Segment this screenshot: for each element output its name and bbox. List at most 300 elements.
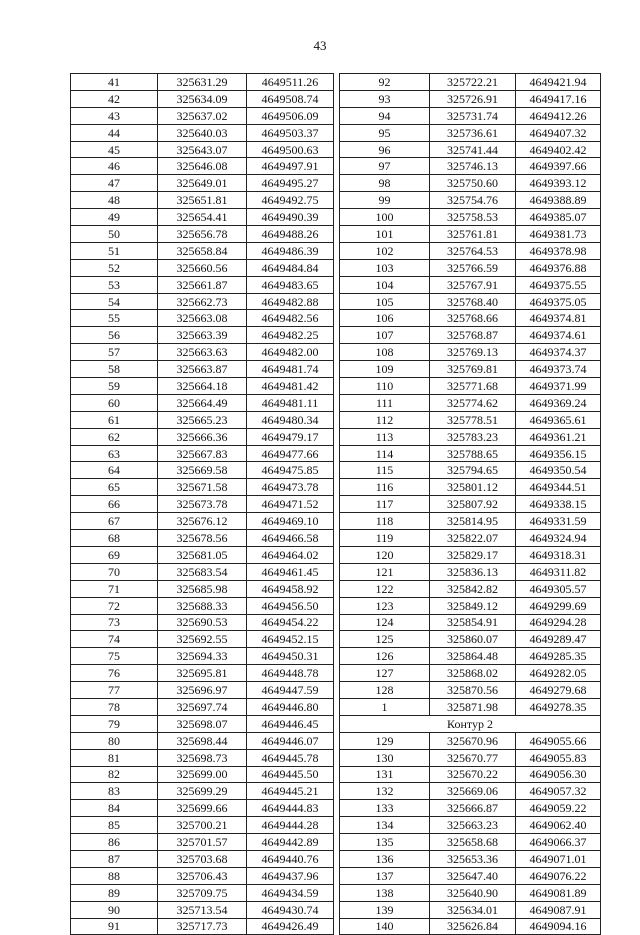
point-number-cell: 127 — [340, 665, 430, 682]
table-row — [71, 259, 334, 276]
x-coordinate-cell: 325870.56 — [430, 682, 516, 699]
y-coordinate-cell: 4649488.26 — [247, 226, 334, 243]
x-coordinate-cell: 325695.81 — [158, 665, 247, 682]
x-coordinate-cell: 325651.81 — [158, 192, 247, 209]
x-coordinate-cell: 325761.81 — [430, 226, 516, 243]
point-number-cell: 84 — [71, 800, 158, 817]
point-number-cell: 51 — [71, 242, 158, 259]
point-number-cell: 60 — [71, 394, 158, 411]
y-coordinate-cell: 4649324.94 — [516, 530, 601, 547]
point-number-cell: 83 — [71, 783, 158, 800]
table-row — [71, 293, 334, 310]
table-row — [340, 580, 601, 597]
x-coordinate-cell: 325663.39 — [158, 327, 247, 344]
x-coordinate-cell: 325822.07 — [430, 530, 516, 547]
point-number-cell: 138 — [340, 884, 430, 901]
y-coordinate-cell: 4649481.11 — [247, 394, 334, 411]
y-coordinate-cell: 4649421.94 — [516, 74, 601, 91]
table-row — [340, 124, 601, 141]
y-coordinate-cell: 4649294.28 — [516, 614, 601, 631]
y-coordinate-cell: 4649454.22 — [247, 614, 334, 631]
x-coordinate-cell: 325801.12 — [430, 479, 516, 496]
x-coordinate-cell: 325697.74 — [158, 698, 247, 715]
table-row — [71, 141, 334, 158]
y-coordinate-cell: 4649448.78 — [247, 665, 334, 682]
y-coordinate-cell: 4649447.59 — [247, 682, 334, 699]
y-coordinate-cell: 4649446.07 — [247, 732, 334, 749]
y-coordinate-cell: 4649417.16 — [516, 90, 601, 107]
y-coordinate-cell: 4649445.50 — [247, 766, 334, 783]
x-coordinate-cell: 325794.65 — [430, 462, 516, 479]
y-coordinate-cell: 4649471.52 — [247, 496, 334, 513]
x-coordinate-cell: 325842.82 — [430, 580, 516, 597]
point-number-cell: 96 — [340, 141, 430, 158]
point-number-cell: 46 — [71, 158, 158, 175]
y-coordinate-cell: 4649456.50 — [247, 597, 334, 614]
y-coordinate-cell: 4649062.40 — [516, 817, 601, 834]
point-number-cell: 120 — [340, 546, 430, 563]
x-coordinate-cell: 325699.66 — [158, 800, 247, 817]
y-coordinate-cell: 4649437.96 — [247, 867, 334, 884]
point-number-cell: 69 — [71, 546, 158, 563]
x-coordinate-cell: 325767.91 — [430, 276, 516, 293]
table-row — [340, 344, 601, 361]
x-coordinate-cell: 325698.44 — [158, 732, 247, 749]
point-number-cell: 89 — [71, 884, 158, 901]
point-number-cell: 41 — [71, 74, 158, 91]
page-number: 43 — [313, 38, 327, 53]
point-number-cell: 61 — [71, 411, 158, 428]
x-coordinate-cell: 325678.56 — [158, 530, 247, 547]
table-row — [71, 817, 334, 834]
y-coordinate-cell: 4649311.82 — [516, 563, 601, 580]
x-coordinate-cell: 325709.75 — [158, 884, 247, 901]
table-row — [340, 665, 601, 682]
point-number-cell: 111 — [340, 394, 430, 411]
table-row — [340, 648, 601, 665]
table-row — [71, 597, 334, 614]
table-row — [71, 665, 334, 682]
y-coordinate-cell: 4649402.42 — [516, 141, 601, 158]
table-row — [71, 361, 334, 378]
point-number-cell: 119 — [340, 530, 430, 547]
y-coordinate-cell: 4649481.74 — [247, 361, 334, 378]
point-number-cell: 114 — [340, 445, 430, 462]
x-coordinate-cell: 325665.23 — [158, 411, 247, 428]
x-coordinate-cell: 325637.02 — [158, 107, 247, 124]
table-row — [340, 158, 601, 175]
x-coordinate-cell: 325653.36 — [430, 850, 516, 867]
y-coordinate-cell: 4649481.42 — [247, 378, 334, 395]
y-coordinate-cell: 4649375.55 — [516, 276, 601, 293]
point-number-cell: 117 — [340, 496, 430, 513]
table-row — [71, 226, 334, 243]
x-coordinate-cell: 325696.97 — [158, 682, 247, 699]
x-coordinate-cell: 325634.01 — [430, 901, 516, 918]
table-row — [340, 428, 601, 445]
x-coordinate-cell: 325694.33 — [158, 648, 247, 665]
y-coordinate-cell: 4649426.49 — [247, 918, 334, 935]
x-coordinate-cell: 325688.33 — [158, 597, 247, 614]
y-coordinate-cell: 4649412.26 — [516, 107, 601, 124]
y-coordinate-cell: 4649446.45 — [247, 715, 334, 732]
table-row — [71, 918, 334, 935]
point-number-cell: 81 — [71, 749, 158, 766]
point-number-cell: 1 — [340, 698, 430, 715]
y-coordinate-cell: 4649475.85 — [247, 462, 334, 479]
table-row — [71, 462, 334, 479]
table-row — [71, 378, 334, 395]
x-coordinate-cell: 325631.29 — [158, 74, 247, 91]
point-number-cell: 129 — [340, 732, 430, 749]
table-row — [340, 394, 601, 411]
x-coordinate-cell: 325690.53 — [158, 614, 247, 631]
x-coordinate-cell: 325703.68 — [158, 850, 247, 867]
y-coordinate-cell: 4649482.88 — [247, 293, 334, 310]
x-coordinate-cell: 325658.68 — [430, 834, 516, 851]
point-number-cell: 74 — [71, 631, 158, 648]
x-coordinate-cell: 325768.66 — [430, 310, 516, 327]
table-row — [340, 918, 601, 935]
table-row — [340, 378, 601, 395]
table-row — [340, 817, 601, 834]
table-row — [71, 682, 334, 699]
y-coordinate-cell: 4649495.27 — [247, 175, 334, 192]
point-number-cell: 126 — [340, 648, 430, 665]
point-number-cell: 47 — [71, 175, 158, 192]
x-coordinate-cell: 325654.41 — [158, 209, 247, 226]
y-coordinate-cell: 4649492.75 — [247, 192, 334, 209]
y-coordinate-cell: 4649331.59 — [516, 513, 601, 530]
x-coordinate-cell: 325769.81 — [430, 361, 516, 378]
table-row — [340, 749, 601, 766]
point-number-cell: 116 — [340, 479, 430, 496]
table-row — [71, 411, 334, 428]
point-number-cell: 133 — [340, 800, 430, 817]
table-row — [340, 175, 601, 192]
x-coordinate-cell: 325699.29 — [158, 783, 247, 800]
contour-header-row — [340, 715, 601, 732]
y-coordinate-cell: 4649464.02 — [247, 546, 334, 563]
point-number-cell: 108 — [340, 344, 430, 361]
y-coordinate-cell: 4649056.30 — [516, 766, 601, 783]
x-coordinate-cell: 325706.43 — [158, 867, 247, 884]
y-coordinate-cell: 4649344.51 — [516, 479, 601, 496]
table-row — [340, 293, 601, 310]
table-row — [340, 242, 601, 259]
table-row — [340, 631, 601, 648]
point-number-cell: 103 — [340, 259, 430, 276]
y-coordinate-cell: 4649440.76 — [247, 850, 334, 867]
table-row — [340, 513, 601, 530]
point-number-cell: 70 — [71, 563, 158, 580]
point-number-cell: 121 — [340, 563, 430, 580]
point-number-cell: 65 — [71, 479, 158, 496]
y-coordinate-cell: 4649393.12 — [516, 175, 601, 192]
y-coordinate-cell: 4649374.37 — [516, 344, 601, 361]
coordinates-table-left — [70, 73, 334, 935]
point-number-cell: 109 — [340, 361, 430, 378]
y-coordinate-cell: 4649094.16 — [516, 918, 601, 935]
table-row — [71, 698, 334, 715]
point-number-cell: 104 — [340, 276, 430, 293]
table-row — [340, 209, 601, 226]
point-number-cell: 132 — [340, 783, 430, 800]
x-coordinate-cell: 325664.49 — [158, 394, 247, 411]
table-row — [340, 682, 601, 699]
y-coordinate-cell: 4649376.88 — [516, 259, 601, 276]
y-coordinate-cell: 4649444.83 — [247, 800, 334, 817]
point-number-cell: 48 — [71, 192, 158, 209]
x-coordinate-cell: 325649.01 — [158, 175, 247, 192]
x-coordinate-cell: 325685.98 — [158, 580, 247, 597]
table-row — [71, 124, 334, 141]
point-number-cell: 79 — [71, 715, 158, 732]
x-coordinate-cell: 325664.18 — [158, 378, 247, 395]
table-row — [71, 74, 334, 91]
y-coordinate-cell: 4649057.32 — [516, 783, 601, 800]
y-coordinate-cell: 4649473.78 — [247, 479, 334, 496]
table-row — [340, 259, 601, 276]
point-number-cell: 122 — [340, 580, 430, 597]
table-row — [340, 597, 601, 614]
y-coordinate-cell: 4649480.34 — [247, 411, 334, 428]
table-row — [71, 192, 334, 209]
point-number-cell: 91 — [71, 918, 158, 935]
x-coordinate-cell: 325676.12 — [158, 513, 247, 530]
table-row — [71, 800, 334, 817]
coordinates-table-right — [339, 73, 601, 935]
point-number-cell: 140 — [340, 918, 430, 935]
point-number-cell: 66 — [71, 496, 158, 513]
table-row — [340, 884, 601, 901]
x-coordinate-cell: 325788.65 — [430, 445, 516, 462]
x-coordinate-cell: 325670.22 — [430, 766, 516, 783]
x-coordinate-cell: 325774.62 — [430, 394, 516, 411]
x-coordinate-cell: 325807.92 — [430, 496, 516, 513]
table-row — [71, 242, 334, 259]
table-row — [340, 445, 601, 462]
x-coordinate-cell: 325741.44 — [430, 141, 516, 158]
y-coordinate-cell: 4649477.66 — [247, 445, 334, 462]
point-number-cell: 63 — [71, 445, 158, 462]
x-coordinate-cell: 325669.58 — [158, 462, 247, 479]
x-coordinate-cell: 325814.95 — [430, 513, 516, 530]
point-number-cell: 76 — [71, 665, 158, 682]
table-row — [71, 783, 334, 800]
x-coordinate-cell: 325868.02 — [430, 665, 516, 682]
y-coordinate-cell: 4649450.31 — [247, 648, 334, 665]
point-number-cell: 80 — [71, 732, 158, 749]
x-coordinate-cell: 325681.05 — [158, 546, 247, 563]
y-coordinate-cell: 4649385.07 — [516, 209, 601, 226]
x-coordinate-cell: 325683.54 — [158, 563, 247, 580]
y-coordinate-cell: 4649479.17 — [247, 428, 334, 445]
table-row — [71, 428, 334, 445]
point-number-cell: 130 — [340, 749, 430, 766]
x-coordinate-cell: 325663.08 — [158, 310, 247, 327]
point-number-cell: 75 — [71, 648, 158, 665]
point-number-cell: 135 — [340, 834, 430, 851]
point-number-cell: 101 — [340, 226, 430, 243]
x-coordinate-cell: 325726.91 — [430, 90, 516, 107]
y-coordinate-cell: 4649508.74 — [247, 90, 334, 107]
point-number-cell: 134 — [340, 817, 430, 834]
y-coordinate-cell: 4649318.31 — [516, 546, 601, 563]
y-coordinate-cell: 4649381.73 — [516, 226, 601, 243]
x-coordinate-cell: 325836.13 — [430, 563, 516, 580]
point-number-cell: 106 — [340, 310, 430, 327]
point-number-cell: 82 — [71, 766, 158, 783]
table-row — [71, 327, 334, 344]
x-coordinate-cell: 325722.21 — [430, 74, 516, 91]
point-number-cell: 94 — [340, 107, 430, 124]
x-coordinate-cell: 325658.84 — [158, 242, 247, 259]
table-row — [71, 766, 334, 783]
table-row — [340, 276, 601, 293]
table-row — [340, 800, 601, 817]
table-row — [71, 648, 334, 665]
y-coordinate-cell: 4649373.74 — [516, 361, 601, 378]
table-row — [71, 175, 334, 192]
x-coordinate-cell: 325670.96 — [430, 732, 516, 749]
y-coordinate-cell: 4649071.01 — [516, 850, 601, 867]
y-coordinate-cell: 4649374.81 — [516, 310, 601, 327]
y-coordinate-cell: 4649407.32 — [516, 124, 601, 141]
point-number-cell: 113 — [340, 428, 430, 445]
point-number-cell: 88 — [71, 867, 158, 884]
y-coordinate-cell: 4649469.10 — [247, 513, 334, 530]
x-coordinate-cell: 325643.07 — [158, 141, 247, 158]
table-row — [340, 74, 601, 91]
point-number-cell: 72 — [71, 597, 158, 614]
table-row — [340, 462, 601, 479]
table-row — [340, 327, 601, 344]
y-coordinate-cell: 4649378.98 — [516, 242, 601, 259]
y-coordinate-cell: 4649486.39 — [247, 242, 334, 259]
y-coordinate-cell: 4649338.15 — [516, 496, 601, 513]
point-number-cell: 85 — [71, 817, 158, 834]
table-row — [340, 783, 601, 800]
x-coordinate-cell: 325766.59 — [430, 259, 516, 276]
y-coordinate-cell: 4649445.21 — [247, 783, 334, 800]
table-row — [340, 226, 601, 243]
table-row — [71, 749, 334, 766]
x-coordinate-cell: 325771.68 — [430, 378, 516, 395]
x-coordinate-cell: 325713.54 — [158, 901, 247, 918]
point-number-cell: 64 — [71, 462, 158, 479]
x-coordinate-cell: 325647.40 — [430, 867, 516, 884]
table-row — [340, 141, 601, 158]
y-coordinate-cell: 4649461.45 — [247, 563, 334, 580]
x-coordinate-cell: 325692.55 — [158, 631, 247, 648]
point-number-cell: 56 — [71, 327, 158, 344]
y-coordinate-cell: 4649482.00 — [247, 344, 334, 361]
x-coordinate-cell: 325699.00 — [158, 766, 247, 783]
y-coordinate-cell: 4649055.83 — [516, 749, 601, 766]
x-coordinate-cell: 325634.09 — [158, 90, 247, 107]
point-number-cell: 67 — [71, 513, 158, 530]
x-coordinate-cell: 325750.60 — [430, 175, 516, 192]
y-coordinate-cell: 4649430.74 — [247, 901, 334, 918]
table-row — [340, 361, 601, 378]
point-number-cell: 55 — [71, 310, 158, 327]
y-coordinate-cell: 4649483.65 — [247, 276, 334, 293]
table-row — [71, 614, 334, 631]
table-row — [340, 850, 601, 867]
point-number-cell: 77 — [71, 682, 158, 699]
point-number-cell: 53 — [71, 276, 158, 293]
table-row — [71, 732, 334, 749]
point-number-cell: 105 — [340, 293, 430, 310]
y-coordinate-cell: 4649081.89 — [516, 884, 601, 901]
table-row — [340, 901, 601, 918]
table-row — [340, 411, 601, 428]
x-coordinate-cell: 325764.53 — [430, 242, 516, 259]
y-coordinate-cell: 4649500.63 — [247, 141, 334, 158]
x-coordinate-cell: 325768.40 — [430, 293, 516, 310]
y-coordinate-cell: 4649442.89 — [247, 834, 334, 851]
y-coordinate-cell: 4649511.26 — [247, 74, 334, 91]
y-coordinate-cell: 4649482.56 — [247, 310, 334, 327]
x-coordinate-cell: 325666.36 — [158, 428, 247, 445]
x-coordinate-cell: 325736.61 — [430, 124, 516, 141]
y-coordinate-cell: 4649503.37 — [247, 124, 334, 141]
point-number-cell: 115 — [340, 462, 430, 479]
y-coordinate-cell: 4649279.68 — [516, 682, 601, 699]
x-coordinate-cell: 325754.76 — [430, 192, 516, 209]
y-coordinate-cell: 4649445.78 — [247, 749, 334, 766]
table-row — [71, 513, 334, 530]
point-number-cell: 125 — [340, 631, 430, 648]
point-number-cell: 139 — [340, 901, 430, 918]
point-number-cell: 45 — [71, 141, 158, 158]
point-number-cell: 87 — [71, 850, 158, 867]
y-coordinate-cell: 4649506.09 — [247, 107, 334, 124]
x-coordinate-cell: 325758.53 — [430, 209, 516, 226]
y-coordinate-cell: 4649361.21 — [516, 428, 601, 445]
point-number-cell: 42 — [71, 90, 158, 107]
table-row — [71, 530, 334, 547]
y-coordinate-cell: 4649350.54 — [516, 462, 601, 479]
point-number-cell: 59 — [71, 378, 158, 395]
x-coordinate-cell: 325669.06 — [430, 783, 516, 800]
table-row — [71, 580, 334, 597]
x-coordinate-cell: 325783.23 — [430, 428, 516, 445]
x-coordinate-cell: 325640.03 — [158, 124, 247, 141]
x-coordinate-cell: 325663.23 — [430, 817, 516, 834]
point-number-cell: 137 — [340, 867, 430, 884]
table-row — [71, 496, 334, 513]
table-row — [340, 614, 601, 631]
table-row — [340, 732, 601, 749]
y-coordinate-cell: 4649490.39 — [247, 209, 334, 226]
table-row — [71, 445, 334, 462]
table-row — [71, 715, 334, 732]
y-coordinate-cell: 4649282.05 — [516, 665, 601, 682]
x-coordinate-cell: 325663.63 — [158, 344, 247, 361]
x-coordinate-cell: 325660.56 — [158, 259, 247, 276]
point-number-cell: 107 — [340, 327, 430, 344]
point-number-cell: 99 — [340, 192, 430, 209]
table-row — [71, 394, 334, 411]
point-number-cell: 131 — [340, 766, 430, 783]
y-coordinate-cell: 4649059.22 — [516, 800, 601, 817]
table-row — [340, 479, 601, 496]
point-number-cell: 90 — [71, 901, 158, 918]
y-coordinate-cell: 4649055.66 — [516, 732, 601, 749]
x-coordinate-cell: 325769.13 — [430, 344, 516, 361]
